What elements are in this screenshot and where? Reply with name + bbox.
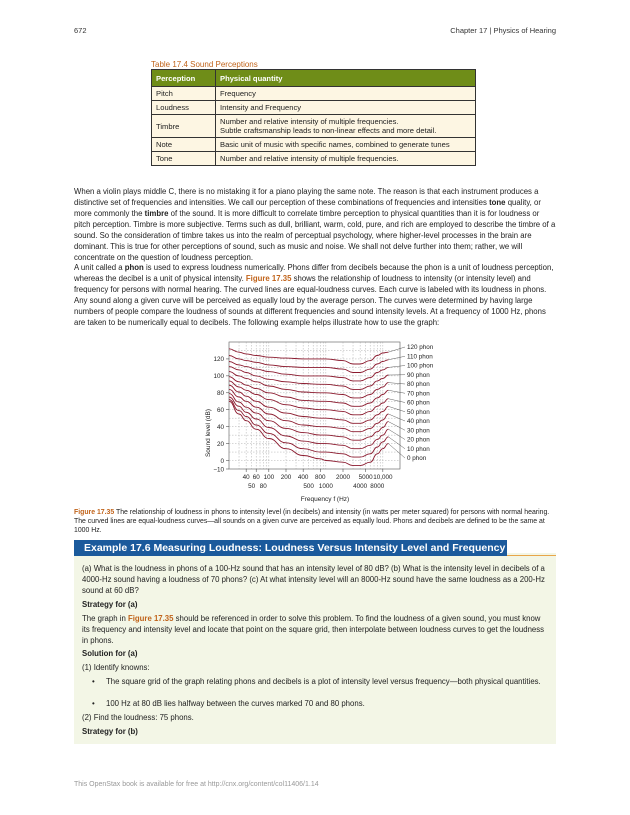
list-item <box>92 698 548 709</box>
curve-label: 50 phon <box>407 408 430 416</box>
x-tick-label: 800 <box>315 474 326 481</box>
x-axis-label: Frequency f (Hz) <box>300 496 350 503</box>
table-caption: Table 17.4 Sound Perceptions <box>151 60 258 69</box>
label-leader <box>388 347 405 352</box>
bullet-icon: • <box>92 677 95 686</box>
text-run: A unit called a <box>74 263 125 272</box>
term-phon: phon <box>124 263 144 272</box>
paragraph-phon <box>74 262 556 328</box>
table-header-quantity: Physical quantity <box>216 70 476 87</box>
curve-label: 10 phon <box>407 445 430 453</box>
equal-loudness-curve <box>229 389 388 431</box>
curve-label: 120 phon <box>407 344 434 352</box>
list-item-text: 100 Hz at 80 dB lies halfway between the curves marked 70 and 80 phons. <box>106 699 365 708</box>
label-leader <box>388 406 405 411</box>
y-tick-label: 120 <box>213 356 224 364</box>
chapter-title: Chapter 17 | Physics of Hearing <box>450 26 556 35</box>
y-tick-label: −10 <box>213 466 224 474</box>
y-tick-label: 0 <box>220 457 224 465</box>
y-tick-label: 20 <box>216 440 224 448</box>
label-leader <box>388 399 405 403</box>
table-cell: Number and relative intensity of multiple frequencies. <box>216 152 476 166</box>
x-tick-label: 2000 <box>335 474 351 481</box>
curve-labels <box>407 344 434 462</box>
solution-a-heading: Solution for (a) <box>82 649 138 658</box>
table-cell: Frequency <box>216 87 476 101</box>
x-tick-label: 5000 <box>358 474 373 481</box>
bullet-icon: • <box>92 699 95 708</box>
figure-caption-text: The relationship of loudness in phons to intensity level (in decibels) and intensity (in watts per meter squared) for persons with normal hearing. The curved lines are equal-loudness curves—all sounds on a given curve are perceived as equally loud. Phons and decibels are defined to be the same at 1000 Hz. <box>74 509 550 534</box>
label-leader <box>388 414 405 421</box>
table-header-perception: Perception <box>152 70 216 87</box>
text-run: should be referenced in order to solve this problem. To find the loudness of a given sound, you must know its frequency and intensity level and locate that point on the square grid, then interpolate between loudness curves to get the loudness in phons. <box>82 614 545 645</box>
x-tick-label: 60 <box>252 474 260 481</box>
curve-label: 90 phon <box>407 371 430 379</box>
text-run: of the sound. It is more difficult to correlate timbre perception to physical quantities than it is for loudness or pitch perception. Timbre is more subjective. Terms such as dull, brilliant, warm, cold, pure, and rich are employed to describe the timbre of a sound. So the consideration of timbre takes us into the realm of perceptual psychology, where higher-level processes in the brain are dominant. This is true for other perceptions of sound, such as music and noise. We shall not delve further into them; rather, we will concentrate on the question of loudness perception. <box>74 209 556 262</box>
example-title-rule <box>507 555 556 556</box>
example-question: (a) What is the loudness in phons of a 100-Hz sound that has an intensity level of 80 dB? (b) What is the intensity level in decibels of a 4000-Hz sound having a loudness of 70 phons? (c) At what intensity level will an 8000-Hz sound have the same loudness as a 200-Hz sound at 60 dB? <box>82 564 545 595</box>
y-axis-label: Sound level (dB) <box>205 408 212 458</box>
y-axis-ticks <box>213 356 229 473</box>
text-run: The graph in <box>82 614 128 623</box>
x-tick-label: 40 <box>242 474 250 481</box>
table-row <box>152 101 476 115</box>
step-find-loudness: (2) Find the loudness: 75 phons. <box>82 713 194 722</box>
label-leader <box>388 422 405 431</box>
curve-label: 60 phon <box>407 399 430 407</box>
table-row <box>152 138 476 152</box>
example-title: Example 17.6 Measuring Loudness: Loudness Versus Intensity Level and Frequency <box>74 540 507 556</box>
text-run: When a violin plays middle C, there is no mistaking it for a piano playing the same note. The reason is that each instrument produces a distinctive set of frequencies and intensities. We call our perception of these combinations of frequencies and intensities <box>74 187 539 207</box>
figure-caption <box>74 508 556 535</box>
table-row <box>152 152 476 166</box>
x-tick-label: 100 <box>263 474 275 481</box>
table-row <box>152 87 476 101</box>
strategy-a-text <box>82 613 548 646</box>
list-item <box>92 676 548 687</box>
page-number: 672 <box>74 26 87 35</box>
sound-perceptions-table <box>151 69 476 166</box>
figure-link[interactable]: Figure 17.35 <box>127 614 174 623</box>
label-leader <box>388 390 405 393</box>
curve-label: 110 phon <box>407 353 433 361</box>
equal-loudness-chart <box>195 338 445 506</box>
figure-label: Figure 17.35 <box>74 509 115 516</box>
term-timbre: timbre <box>144 209 169 218</box>
list-item-text: The square grid of the graph relating phons and decibels is a plot of intensity level versus frequency—both physical quantities. <box>106 677 541 686</box>
table-cell: Loudness <box>152 101 216 115</box>
table-cell: Pitch <box>152 87 216 101</box>
x-tick-label: 4000 <box>353 483 368 490</box>
table-row <box>152 115 476 138</box>
x-tick-label: 200 <box>280 474 292 481</box>
curve-label: 20 phon <box>407 436 430 444</box>
x-tick-label: 1000 <box>318 483 333 490</box>
table-cell: Tone <box>152 152 216 166</box>
x-tick-label: 400 <box>297 474 309 481</box>
table-cell: Timbre <box>152 115 216 138</box>
footer-note: This OpenStax book is available for free at http://cnx.org/content/col11406/1.14 <box>74 781 319 788</box>
x-tick-label: 50 <box>248 483 256 490</box>
table-cell-line: Subtle craftsmanship leads to non-linear effects and more detail. <box>220 126 437 135</box>
label-leader <box>388 437 405 449</box>
curve-label: 40 phon <box>407 418 430 426</box>
curve-label: 70 phon <box>407 390 430 398</box>
text-run: shows the relationship of loudness to intensity (or intensity level) and frequency for persons with normal hearing. The curved lines are equal-loudness curves. Each curve is labeled with its loudness in phons. Any sound along a given curve will be perceived as equally loud by the average person. The curves were determined by having large numbers of people compare the loudness of sounds at different frequencies and sound intensity levels. At a frequency of 1000 Hz, phons are taken to be numerically equal to decibels. The following example helps illustrate how to use the graph: <box>74 274 547 327</box>
y-tick-label: 80 <box>216 390 224 398</box>
table-cell <box>216 115 476 138</box>
text-run: is used to express loudness numerically. Phons differ from decibels because the phon is a unit of loudness perception, whereas the decibel is a unit of physical intensity. <box>74 263 554 283</box>
label-leader <box>388 429 405 439</box>
table-cell-line: Number and relative intensity of multiple frequencies. <box>220 117 399 126</box>
x-axis-ticks <box>243 469 393 490</box>
y-tick-label: 100 <box>213 373 224 381</box>
table-cell: Intensity and Frequency <box>216 101 476 115</box>
label-leader <box>388 383 405 384</box>
strategy-a-heading: Strategy for (a) <box>82 600 138 609</box>
label-leader <box>388 444 405 458</box>
curve-label: 30 phon <box>407 427 430 435</box>
y-tick-label: 40 <box>216 423 224 431</box>
table-cell: Note <box>152 138 216 152</box>
table-cell: Basic unit of music with specific names, combined to generate tunes <box>216 138 476 152</box>
label-leader <box>388 356 405 360</box>
y-tick-label: 60 <box>216 407 224 415</box>
term-tone: tone <box>489 198 506 207</box>
x-tick-label: 10,000 <box>373 474 393 481</box>
curve-label: 100 phon <box>407 362 434 370</box>
figure-link[interactable]: Figure 17.35 <box>245 274 292 283</box>
curve-label: 0 phon <box>407 455 427 463</box>
strategy-b-heading: Strategy for (b) <box>82 727 138 736</box>
step-identify-knowns: (1) Identify knowns: <box>82 663 150 672</box>
curve-label-leaders <box>388 347 405 458</box>
text-run: quality, or more commonly the <box>74 198 541 218</box>
x-tick-label: 80 <box>259 483 267 490</box>
curve-label: 80 phon <box>407 381 430 389</box>
x-tick-label: 8000 <box>370 483 385 490</box>
x-tick-label: 500 <box>303 483 314 490</box>
label-leader <box>388 366 405 368</box>
paragraph-timbre <box>74 186 556 263</box>
